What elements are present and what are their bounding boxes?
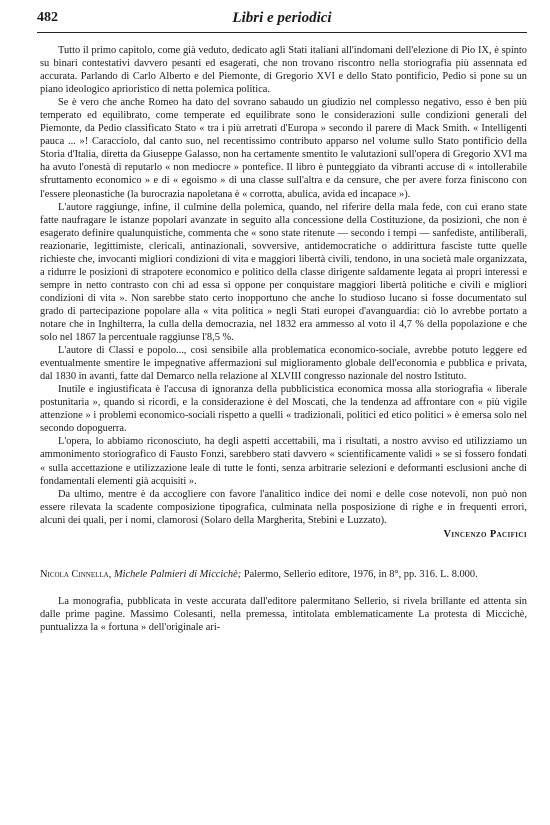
review-paragraph: La monografia, pubblicata in veste accurata dall'editore palermitano Sellerio, si rivela brillante ed attenta sin dalle prime pagine. Massimo Colesanti, nella premessa, intitolata emblematicamente La protesta di Miccichè, puntualizza la « fortuna » dell'originale ari-: [40, 595, 527, 633]
page-number: 482: [37, 10, 58, 25]
review-book-title: Michele Palmieri di Miccichè;: [113, 568, 242, 580]
review-publication: Palermo, Sellerio editore, 1976, in 8°, pp. 316. L. 8.000.: [243, 568, 478, 580]
review-author: Nicola Cinnella,: [40, 568, 112, 580]
paragraph: Tutto il primo capitolo, come già veduto, dedicato agli Stati italiani all'indomani dell'elezione di Pio IX, è spinto su binari contestativi davvero pesanti ed esagerati, che non trovano riscontro nella storiografia più assennata ed accurata. Parlando di Carlo Alberto e del Piemonte, di Gregorio XVI e dello Stato pontificio, Pedio si pone su un piano ideologico aprioristico di netta polemica politica.: [40, 45, 527, 96]
paragraph: L'autore raggiunge, infine, il culmine della polemica, quando, nel riferire della mala fede, con cui erano state fatte naufragare le istanze popolari avanzate in seguito alla concessione della Costituzione, da posizioni, che non è esagerato definire qualunquistiche, commenta che « sono state ritenute — secondo i tempi — sanfediste, antiliberali, reazionarie, legittimiste, clericali, antinazionali, sovversive, antidemocratiche o addirittura fasciste tutte quelle richieste che, invocanti migliori condizioni di vita e maggiori libertà civili, tendono, in una società male organizzata, a ridurre le posizioni di strapotere economico e politico della classe dirigente saldamente legata ai propri interessi e sempre in netto contrasto con chi ad essa si oppone per conquistare maggiori libertà politiche e civili e migliori condizioni di vita ». Non sarebbe stato certo inopportuno che anche lo studioso lucano si fosse documentato sul grado di partecipazione popolare alla « vita politica » negli Stati europei d'avanguardia: ciò lo avrebbe portato a notare che in Inghilterra, la culla della democrazia, nel 1832 era ammesso al voto il 4,7 % della popolazione e che solo nel 1867 la percentuale raggiunse l'8,5 %.: [40, 201, 527, 344]
paragraph: Inutile e ingiustificata è l'accusa di ignoranza della pubblicistica economica mossa alla storiografia « liberale postunitaria », quando si ricordi, e la considerazione è del Moscati, che la tendenza ad affrontare con « più vigile attenzione » i problemi economico-sociali rispetto a quelli « tradizionali, politici ed etico politici » è emersa solo nel secondo dopoguerra.: [40, 384, 527, 435]
running-title: Libri e periodici: [232, 10, 332, 26]
paragraph: L'autore di Classi e popolo..., così sensibile alla problematica economico-sociale, avrebbe potuto leggere ed eventualmente smentire le impegnative affermazioni sul miglioramento globale dell'economia e pubblica e privata, dal 1830 in avanti, fatte dal Demarco nella relazione al XLVIII congresso nazionale del nostro Istituto.: [40, 345, 527, 383]
article-body: [40, 44, 527, 634]
paragraph: L'opera, lo abbiamo riconosciuto, ha degli aspetti accettabili, ma i risultati, a nostro avviso ed utilizziamo un ammonimento storiografico di Fausto Fonzi, sarebbero stati davvero « scientificamente validi » se si fossero fondati « sulla accettazione e utilizzazione leale di tutte le fonti, senza arbitrarie selezioni e deformanti esclusioni anche di fondamentali elementi già acquisiti ».: [40, 436, 527, 487]
paragraph: Se è vero che anche Romeo ha dato del sovrano sabaudo un giudizio nel complesso negativo, esso è ben più temperato ed equilibrato, come temperate ed equilibrate sono le considerazioni sulle condizioni generali del Piemonte, da Pedio classificato Stato « tra i più arretrati d'Europa » secondo il parere di Mack Smith. « Intelligenti pauca ... »! Caracciolo, dal canto suo, nel recentissimo contributo apparso nel volume sullo Stato pontificio della Storia d'Italia, diretta da Giuseppe Galasso, non ha certamente smentito le valutazioni sull'opera di Gregorio XVI ma ha avuto l'onestà di reputarlo « non mediocre » pontefice. Il libro è punteggiato da vibranti accuse di « intollerabile sfruttamento economico » e di « egoismo » di una classe sull'altra e da censure, che per avere forza finiscono con l'essere pleonastiche (la burocrazia napoletana è « corrotta, abulica, avida ed incapace »).: [40, 97, 527, 200]
review-heading: [40, 568, 527, 581]
paragraph: Da ultimo, mentre è da accogliere con favore l'analitico indice dei nomi e delle cose notevoli, non può non essere rilevata la scadente composizione tipografica, culminata nella posposizione di righe e in frequenti errori, alcuni dei quali, per i nomi, clamorosi (Solaro della Margherita, Stebini e Luzzato).: [40, 488, 527, 526]
reviewer-signature: Vincenzo Pacifici: [443, 528, 527, 540]
running-head: [37, 10, 527, 33]
